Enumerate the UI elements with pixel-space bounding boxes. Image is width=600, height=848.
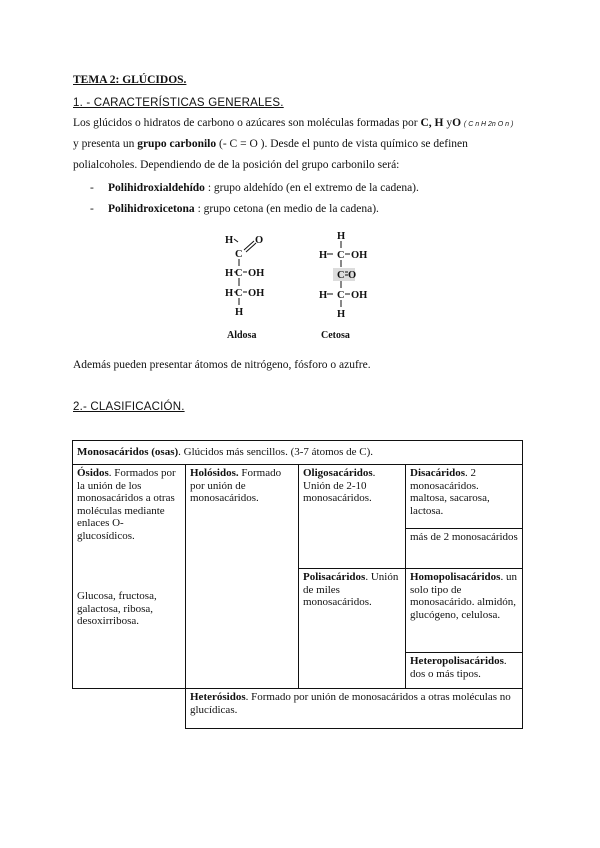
bold-run: Holósidos. (190, 467, 239, 479)
section2-heading: 2.- CLASIFICACIÓN. (73, 401, 185, 413)
text-run: y presenta un (73, 138, 138, 150)
text-run: : grupo aldehído (en el extremo de la cadena). (204, 182, 419, 194)
bold-run: Disacáridos (410, 467, 465, 479)
paragraph-line-2 (73, 137, 468, 151)
atom-label: H (235, 307, 244, 318)
atom-label: OH (248, 268, 265, 279)
disacaridos-cell (406, 465, 523, 529)
oligosacaridos-cell (299, 465, 406, 569)
text-run: Formado por unión de monosacáridos. (190, 467, 282, 504)
atom-label: C (337, 270, 345, 281)
atom-label: H (225, 288, 234, 299)
aldosa-structure (225, 235, 264, 341)
bold-run: grupo carbonilo (137, 138, 217, 150)
atom-label: C (235, 288, 243, 299)
mas-de-2-cell: más de 2 monosacáridos (406, 529, 523, 569)
atom-label: C (337, 290, 345, 301)
text-run: . Unión de miles monosacáridos. (303, 571, 399, 608)
bold-run: Ósidos (77, 467, 109, 479)
bold-run: Polihidroxialdehído (108, 182, 205, 194)
paragraph-after-figure: Además pueden presentar átomos de nitrógeno, fósforo o azufre. (73, 359, 371, 371)
atom-label: H (225, 268, 234, 279)
bold-run: O (452, 117, 462, 129)
text-run: y (443, 117, 453, 129)
text-run: (- C = O ). Desde el punto de vista químico se definen (216, 138, 468, 150)
bullet-marker: - (90, 203, 94, 215)
heterosidos-cell (186, 689, 523, 729)
atom-label: C (235, 249, 243, 260)
bold-run: Heteropolisacáridos (410, 655, 504, 667)
bullet-item (108, 181, 419, 195)
atom-label: O (255, 235, 264, 246)
bold-run: Homopolisacáridos (410, 571, 501, 583)
text-run: . un solo tipo de monosacárido. almidón, glucógeno, celulosa. (410, 571, 517, 621)
cetosa-structure (319, 231, 367, 341)
text-run: . Formados por la unión de los monosacáridos a otras moléculas mediante enlaces O-glucosídicos. (77, 467, 176, 542)
text-run: . dos o más tipos. (410, 655, 507, 680)
paragraph-line-3: polialcoholes. Dependiendo de de la posición del grupo carbonilo será: (73, 159, 400, 171)
osidos-examples: Glucosa, fructosa, galactosa, ribosa, desoxirribosa. (77, 590, 157, 627)
osidos-definition (77, 467, 181, 542)
bold-run: Monosacáridos (osas) (77, 445, 179, 458)
text-run: Los glúcidos o hidratos de carbono o azúcares son moléculas formadas por (73, 117, 421, 129)
atom-label: O (348, 270, 357, 281)
osidos-cell (73, 465, 186, 689)
bold-run: Oligosacáridos (303, 467, 373, 479)
atom-label: H (337, 309, 346, 320)
atom-label: OH (351, 290, 368, 301)
homopolisacaridos-cell (406, 569, 523, 653)
table-row (73, 441, 523, 465)
page-title: TEMA 2: GLÚCIDOS. (73, 74, 187, 86)
atom-label: H (319, 290, 328, 301)
atom-label: H (319, 250, 328, 261)
bullet-item (108, 202, 379, 216)
bold-run: Polihidroxicetona (108, 203, 195, 215)
aldose-ketose-figure (215, 226, 385, 346)
heteropolisacaridos-cell (406, 653, 523, 689)
aldosa-label: Aldosa (227, 330, 257, 341)
bold-run: C, H (420, 117, 444, 129)
bold-run: Heterósidos (190, 691, 246, 703)
empty-cell (73, 689, 186, 729)
cetosa-label: Cetosa (321, 330, 350, 341)
atom-label: C (235, 268, 243, 279)
paragraph-line-1 (73, 116, 513, 132)
bold-run: Polisacáridos (303, 571, 366, 583)
text-run: . Glúcidos más sencillos. (3-7 átomos de C). (178, 445, 374, 458)
text-run: . Unión de 2-10 monosacáridos. (303, 467, 376, 504)
chemical-formula: ( C n H 2n O n ) (463, 121, 514, 128)
atom-label: OH (351, 250, 368, 261)
text-run: . Formado por unión de monosacáridos a otras moléculas no glucídicas. (190, 691, 511, 716)
holosidos-cell (186, 465, 299, 689)
section1-heading: 1. - CARACTERÍSTICAS GENERALES. (73, 97, 284, 109)
polisacaridos-cell (299, 569, 406, 689)
atom-label: OH (248, 288, 265, 299)
bullet-marker: - (90, 182, 94, 194)
text-run: : grupo cetona (en medio de la cadena). (194, 203, 379, 215)
text-run: . 2 monosacáridos. maltosa, sacarosa, lactosa. (410, 467, 490, 517)
atom-label: H (225, 235, 234, 246)
atom-label: C (337, 250, 345, 261)
monosacaridos-cell (73, 441, 523, 465)
table-row (73, 689, 523, 729)
classification-table (72, 440, 523, 729)
atom-label: H (337, 231, 346, 242)
table-row (73, 465, 523, 529)
